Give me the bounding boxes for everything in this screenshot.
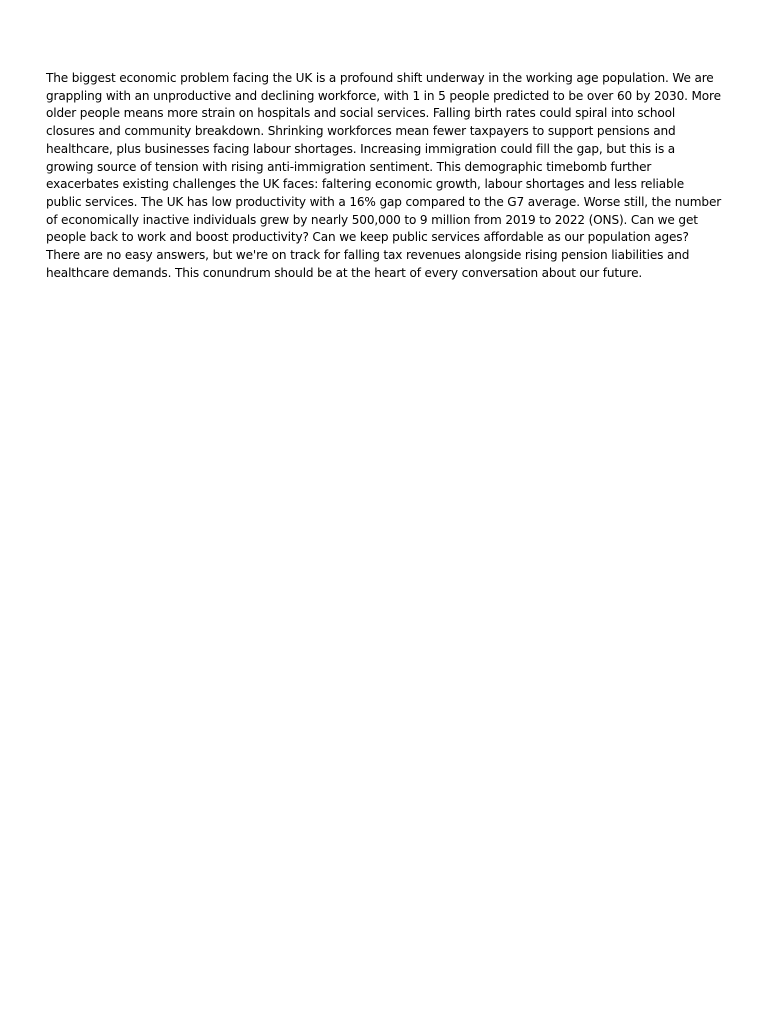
body-paragraph: The biggest economic problem facing the UK is a profound shift underway in the working age population. We are grappling with an unproductive and declining workforce, with 1 in 5 people predicted to be over 60 by 2030. More older people means more strain on hospitals and social services. Falling birth rates could spiral into school closures and community breakdown. Shrinking workforces mean fewer taxpayers to support pensions and healthcare, plus businesses facing labour shortages. Increasing immigration could fill the gap, but this is a growing source of tension with rising anti-immigration sentiment. This demographic timebomb further exacerbates existing challenges the UK faces: faltering economic growth, labour shortages and less reliable public services. The UK has low productivity with a 16% gap compared to the G7 average. Worse still, the number of economically inactive individuals grew by nearly 500,000 to 9 million from 2019 to 2022 (ONS). Can we get people back to work and boost productivity? Can we keep public services affordable as our population ages? There are no easy answers, but we're on track for falling tax revenues alongside rising pension liabilities and healthcare demands. This conundrum should be at the heart of every conversation about our future. xyxy=(46,71,722,280)
